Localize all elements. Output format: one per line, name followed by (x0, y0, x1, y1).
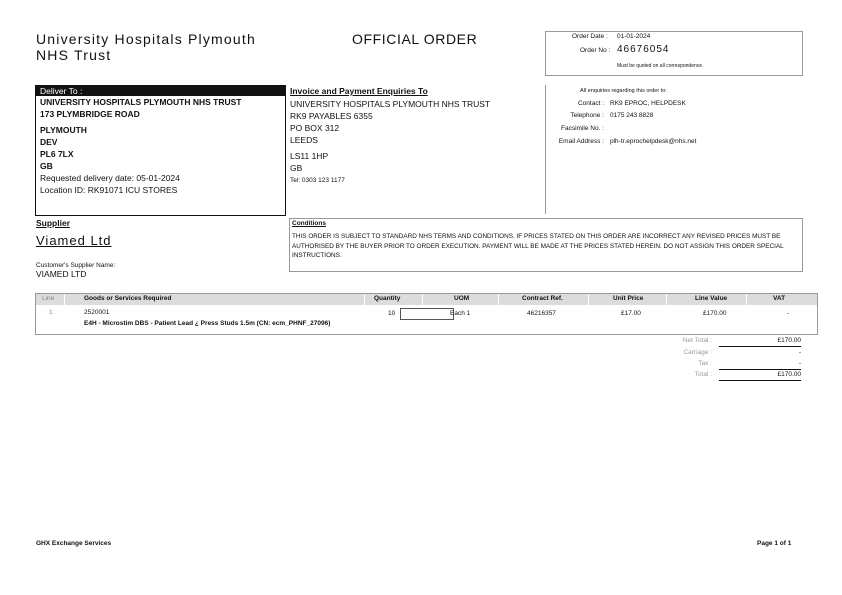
order-lines-table (35, 293, 818, 335)
footer-left: GHX Exchange Services (36, 540, 112, 547)
email-label: Email Address : (558, 138, 604, 145)
column-header: Goods or Services Required (84, 295, 172, 302)
row-line-number: 1 (49, 309, 53, 316)
column-header: Contract Ref. (522, 295, 563, 302)
invoice-line: LEEDS (290, 135, 318, 145)
column-divider (422, 294, 423, 305)
order-no-label: Order No : (580, 47, 611, 54)
supplier-name: Viamed Ltd (36, 233, 112, 248)
document-title: OFFICIAL ORDER (352, 31, 478, 47)
invoice-line: LS11 1HP (290, 151, 329, 161)
order-info-box (545, 31, 803, 76)
column-header: VAT (773, 295, 786, 302)
tax-value: - (798, 360, 801, 367)
deliver-to-box (35, 85, 286, 216)
order-date-label: Order Date : (572, 33, 608, 40)
net-total-rule (719, 346, 801, 347)
org-line-2: NHS Trust (36, 47, 112, 63)
net-total-value: £170.00 (777, 337, 801, 344)
telephone-value: 0175 243 8828 (610, 112, 654, 119)
page-number: Page 1 of 1 (757, 540, 792, 547)
email-value: plh-tr.eprochelpdesk@nhs.net (610, 138, 697, 145)
column-divider (666, 294, 667, 305)
row-description: E4H - Microstim DBS - Patient Lead ¿ Press Studs 1.5m (CN: ecm_PHNF_27096) (84, 320, 331, 327)
row-item-code: 2520001 (84, 309, 110, 316)
row-quantity: 10 (388, 310, 396, 317)
column-header: Quantity (374, 295, 401, 302)
quantity-box (400, 308, 454, 320)
requested-delivery-date: Requested delivery date: 05-01-2024 (40, 173, 180, 183)
invoice-line: GB (290, 163, 303, 173)
row-line-value: £170.00 (703, 310, 727, 317)
contact-label: Contact : (577, 100, 604, 107)
column-header: UOM (454, 295, 470, 302)
customer-supplier-name-label: Customer's Supplier Name: (36, 262, 116, 269)
carriage-value: - (798, 349, 801, 356)
conditions-text: THIS ORDER IS SUBJECT TO STANDARD NHS TERMS AND CONDITIONS. IF PRICES STATED ON THIS ORDER ARE INCORRECT ANY REVISED PRICES MUST BE AUTHORISED BY THE BUYER PRIOR TO ORDER EXECUTION. PAYMENT WILL BE MADE AT THE PRICES STATED HEREIN. DO NOT ASSIGN THIS ORDER SPECIAL INSTRUCTIONS. (292, 233, 784, 260)
org-line-1: University Hospitals Plymouth (36, 31, 256, 47)
total-rule-bottom (719, 380, 801, 381)
column-header: Line (42, 295, 55, 302)
supplier-label: Supplier (36, 218, 71, 228)
table-header (36, 294, 817, 305)
row-uom: Each 1 (450, 310, 471, 317)
column-divider (64, 294, 65, 305)
total-label: Total : (694, 371, 712, 378)
fax-label: Facsimile No. : (561, 125, 604, 132)
deliver-line: UNIVERSITY HOSPITALS PLYMOUTH NHS TRUST (40, 97, 242, 107)
column-header: Line Value (695, 295, 728, 302)
conditions-label: Conditions (292, 220, 326, 227)
row-contract-ref: 46216357 (527, 310, 556, 317)
column-divider (588, 294, 589, 305)
enquiries-note: All enquiries regarding this order to: (580, 88, 667, 94)
tax-label: Tax : (698, 360, 712, 367)
column-header: Unit Price (613, 295, 644, 302)
order-no-value: 46676054 (617, 44, 670, 55)
invoice-line: UNIVERSITY HOSPITALS PLYMOUTH NHS TRUST (290, 99, 491, 109)
location-id: Location ID: RK91071 ICU STORES (40, 185, 178, 195)
column-divider (746, 294, 747, 305)
deliver-line: DEV (40, 137, 58, 147)
column-divider (498, 294, 499, 305)
customer-supplier-name: VIAMED LTD (36, 269, 87, 279)
deliver-line: PLYMOUTH (40, 125, 87, 135)
deliver-line: PL6 7LX (40, 149, 74, 159)
contact-value: RK9 EPROC, HELPDESK (610, 100, 686, 107)
order-date-value: 01-01-2024 (617, 33, 651, 40)
total-rule-top (719, 369, 801, 370)
carriage-label: Carriage : (683, 349, 712, 356)
column-divider (364, 294, 365, 305)
conditions-box (289, 218, 803, 272)
row-unit-price: £17.00 (621, 310, 641, 317)
deliver-line: 173 PLYMBRIDGE ROAD (40, 109, 140, 119)
organisation-name (36, 31, 256, 63)
invoice-line: PO BOX 312 (290, 123, 340, 133)
order-note: Must be quoted on all correspondence. (617, 63, 704, 69)
invoice-label: Invoice and Payment Enquiries To (290, 86, 428, 96)
telephone-label: Telephone : (570, 112, 604, 119)
net-total-label: Net Total : (682, 337, 712, 344)
invoice-line: RK9 PAYABLES 6355 (290, 111, 373, 121)
deliver-line: GB (40, 161, 53, 171)
total-value: £170.00 (777, 371, 801, 378)
deliver-to-label: Deliver To : (36, 86, 285, 96)
invoice-tel: Tel: 0303 123 1177 (290, 177, 345, 184)
row-vat: - (787, 310, 790, 317)
